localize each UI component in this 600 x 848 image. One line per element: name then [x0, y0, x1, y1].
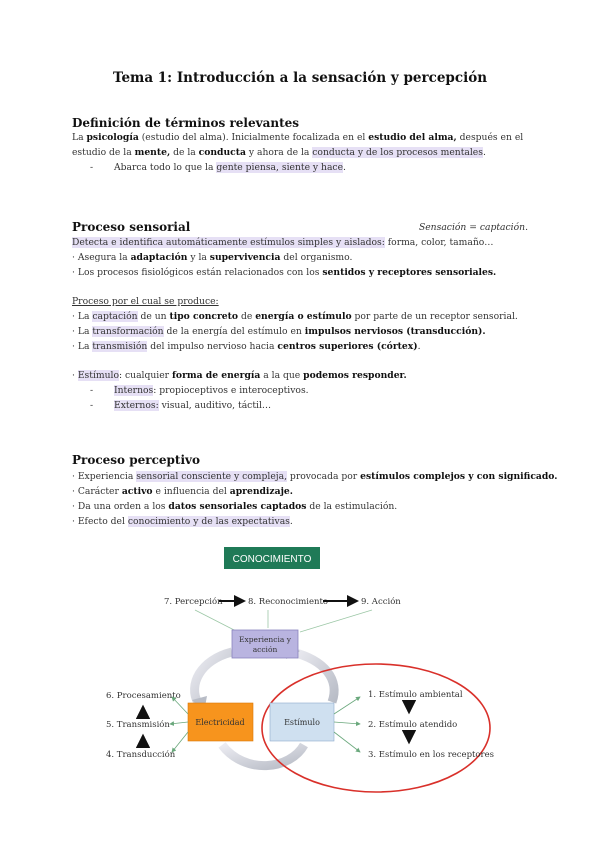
bullet-item: - Internos: propioceptivos e interoceptivos.: [90, 385, 309, 396]
paragraph-line: · Da una orden a los datos sensoriales captados de la estimulación.: [72, 501, 398, 512]
paragraph-line: Detecta e identifica automáticamente estímulos simples y aislados: forma, color, tamaño…: [72, 237, 494, 248]
step-environmental-stimulus: 1. Estímulo ambiental: [368, 690, 463, 700]
step-perception: 7. Percepción: [164, 597, 223, 607]
cycle-arrow-icon: [292, 652, 334, 702]
paragraph-line: · Carácter activo e influencia del aprendizaje.: [72, 486, 293, 497]
paragraph-line: estudio de la mente, de la conducta y ahora de la conducta y de los procesos mentales.: [72, 147, 486, 158]
subheading: Proceso por el cual se produce:: [72, 296, 219, 307]
cycle-arrow-icon: [195, 652, 232, 703]
section-heading-sensory-process: Proceso sensorial: [72, 220, 191, 234]
paragraph-line: La psicología (estudio del alma). Inicialmente focalizada en el estudio del alma, después en el: [72, 132, 524, 143]
step-attended-stimulus: 2. Estímulo atendido: [368, 720, 458, 730]
experience-action-label-1: Experiencia y: [239, 635, 291, 644]
knowledge-header-label: CONOCIMIENTO: [232, 554, 312, 565]
electricity-label: Electricidad: [195, 718, 245, 727]
step-transduction: 4. Transducción: [106, 750, 176, 760]
paragraph-line: · La captación de un tipo concreto de energía o estímulo por parte de un receptor sensorial.: [72, 311, 518, 322]
step-receptor-stimulus: 3. Estímulo en los receptores: [368, 750, 495, 760]
step-transmission: 5. Transmisión: [106, 720, 170, 730]
page-title: Tema 1: Introducción a la sensación y percepción: [112, 70, 488, 86]
bullet-item: - Externos: visual, auditivo, táctil…: [90, 400, 272, 411]
paragraph-line: · Los procesos fisiológicos están relacionados con los sentidos y receptores sensoriales.: [72, 267, 497, 278]
side-note: Sensación = captación.: [418, 222, 528, 233]
cycle-arrow-icon: [222, 745, 304, 766]
paragraph-line: · Estímulo: cualquier forma de energía a la que podemos responder.: [72, 370, 407, 381]
stimulus-label: Estímulo: [284, 718, 320, 727]
step-action: 9. Acción: [361, 597, 401, 607]
step-processing: 6. Procesamiento: [106, 691, 181, 701]
paragraph-line: · Experiencia sensorial consciente y compleja, provocada por estímulos complejos y con significado.: [72, 471, 558, 482]
paragraph-line: · Efecto del conocimiento y de las expectativas.: [72, 516, 293, 527]
paragraph-line: · La transmisión del impulso nervioso hacia centros superiores (córtex).: [72, 341, 421, 352]
section-heading-perceptive-process: Proceso perceptivo: [72, 453, 200, 467]
step-recognition: 8. Reconocimiento: [248, 597, 329, 607]
experience-action-label-2: acción: [252, 645, 278, 654]
paragraph-line: · La transformación de la energía del estímulo en impulsos nerviosos (transducción).: [72, 326, 486, 337]
paragraph-line: · Asegura la adaptación y la supervivencia del organismo.: [72, 252, 353, 263]
bullet-item: - Abarca todo lo que la gente piensa, siente y hace.: [90, 162, 346, 173]
section-heading-definitions: Definición de términos relevantes: [72, 116, 299, 130]
